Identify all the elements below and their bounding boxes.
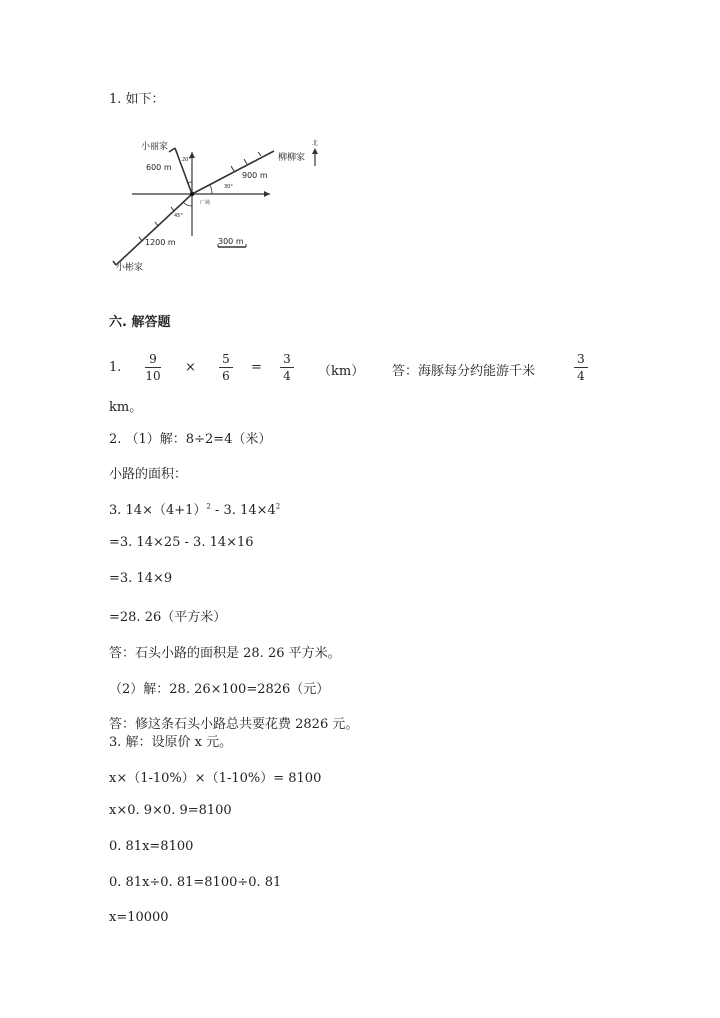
fraction-bar bbox=[280, 367, 294, 368]
fraction-denominator: 6 bbox=[222, 369, 230, 383]
xiaobin-home-label: 小彬家 bbox=[116, 263, 144, 273]
p1-answer: 答：海豚每分约能游千米 bbox=[392, 364, 536, 379]
fraction-numerator: 5 bbox=[222, 352, 230, 366]
p2-line-6: =28. 26（平方米） bbox=[109, 610, 227, 625]
p2-line-5: =3. 14×9 bbox=[109, 571, 173, 586]
direction-diagram bbox=[108, 134, 338, 274]
p3-line-1: 3. 解：设原价 x 元。 bbox=[109, 735, 233, 750]
p2-line-4: =3. 14×25 - 3. 14×16 bbox=[109, 535, 254, 550]
p2-line-1: 2. （1）解：8÷2=4（米） bbox=[109, 432, 272, 447]
exponent: 2 bbox=[206, 502, 211, 511]
distance-1200: 1200 m bbox=[145, 238, 176, 247]
p3-line-4: 0. 81x=8100 bbox=[109, 839, 194, 854]
times-sign: × bbox=[185, 360, 196, 375]
p3-line-6: x=10000 bbox=[109, 910, 169, 925]
liuliu-home-label: 柳柳家 bbox=[278, 153, 306, 163]
distance-900: 900 m bbox=[242, 171, 268, 180]
fraction-3-4 bbox=[280, 352, 294, 383]
angle-20: 20° bbox=[182, 157, 191, 163]
p2-line-3 bbox=[109, 499, 280, 518]
p1-unit: （km） bbox=[318, 364, 365, 379]
p3-line-5: 0. 81x÷0. 81=8100÷0. 81 bbox=[109, 875, 282, 890]
p2-line-2: 小路的面积： bbox=[109, 467, 188, 482]
fraction-bar bbox=[219, 367, 233, 368]
fraction-numerator: 3 bbox=[577, 352, 585, 366]
fraction-5-6 bbox=[219, 352, 233, 383]
section-title: 六. 解答题 bbox=[109, 315, 171, 330]
p3-line-2: x×（1-10%）×（1-10%）= 8100 bbox=[109, 771, 322, 786]
xiaoli-home-label: 小丽家 bbox=[141, 142, 169, 152]
exponent: 2 bbox=[275, 502, 281, 511]
fraction-denominator: 10 bbox=[145, 369, 161, 383]
p2-line-3-part-b: - 3. 14×4 bbox=[215, 503, 276, 518]
fraction-9-10 bbox=[145, 352, 161, 383]
fraction-bar bbox=[145, 367, 161, 368]
fraction-answer-3-4 bbox=[574, 352, 588, 383]
p3-line-3: x×0. 9×0. 9=8100 bbox=[109, 803, 232, 818]
p2-line-3-part-a: 3. 14×（4+1） bbox=[109, 503, 207, 518]
p2-line-7: 答：石头小路的面积是 28. 26 平方米。 bbox=[109, 646, 341, 661]
fraction-numerator: 9 bbox=[149, 352, 157, 366]
fraction-numerator: 3 bbox=[283, 352, 291, 366]
q1-intro: 1. 如下： bbox=[109, 92, 165, 107]
fraction-bar bbox=[574, 367, 588, 368]
distance-600: 600 m bbox=[146, 163, 172, 172]
p1-number: 1. bbox=[109, 360, 122, 375]
angle-45: 45° bbox=[174, 213, 183, 219]
fraction-denominator: 4 bbox=[577, 369, 585, 383]
angle-30: 30° bbox=[224, 184, 233, 190]
p1-tail: km。 bbox=[109, 400, 143, 415]
scale-label: 300 m bbox=[218, 237, 244, 246]
north-label: 北 bbox=[312, 140, 319, 147]
p2-line-9: 答：修这条石头小路总共要花费 2826 元。 bbox=[109, 717, 359, 732]
fraction-denominator: 4 bbox=[283, 369, 291, 383]
p2-line-8: （2）解：28. 26×100=2826（元） bbox=[109, 682, 330, 697]
square-label: 广场 bbox=[200, 200, 211, 206]
equals-sign: = bbox=[251, 360, 262, 375]
